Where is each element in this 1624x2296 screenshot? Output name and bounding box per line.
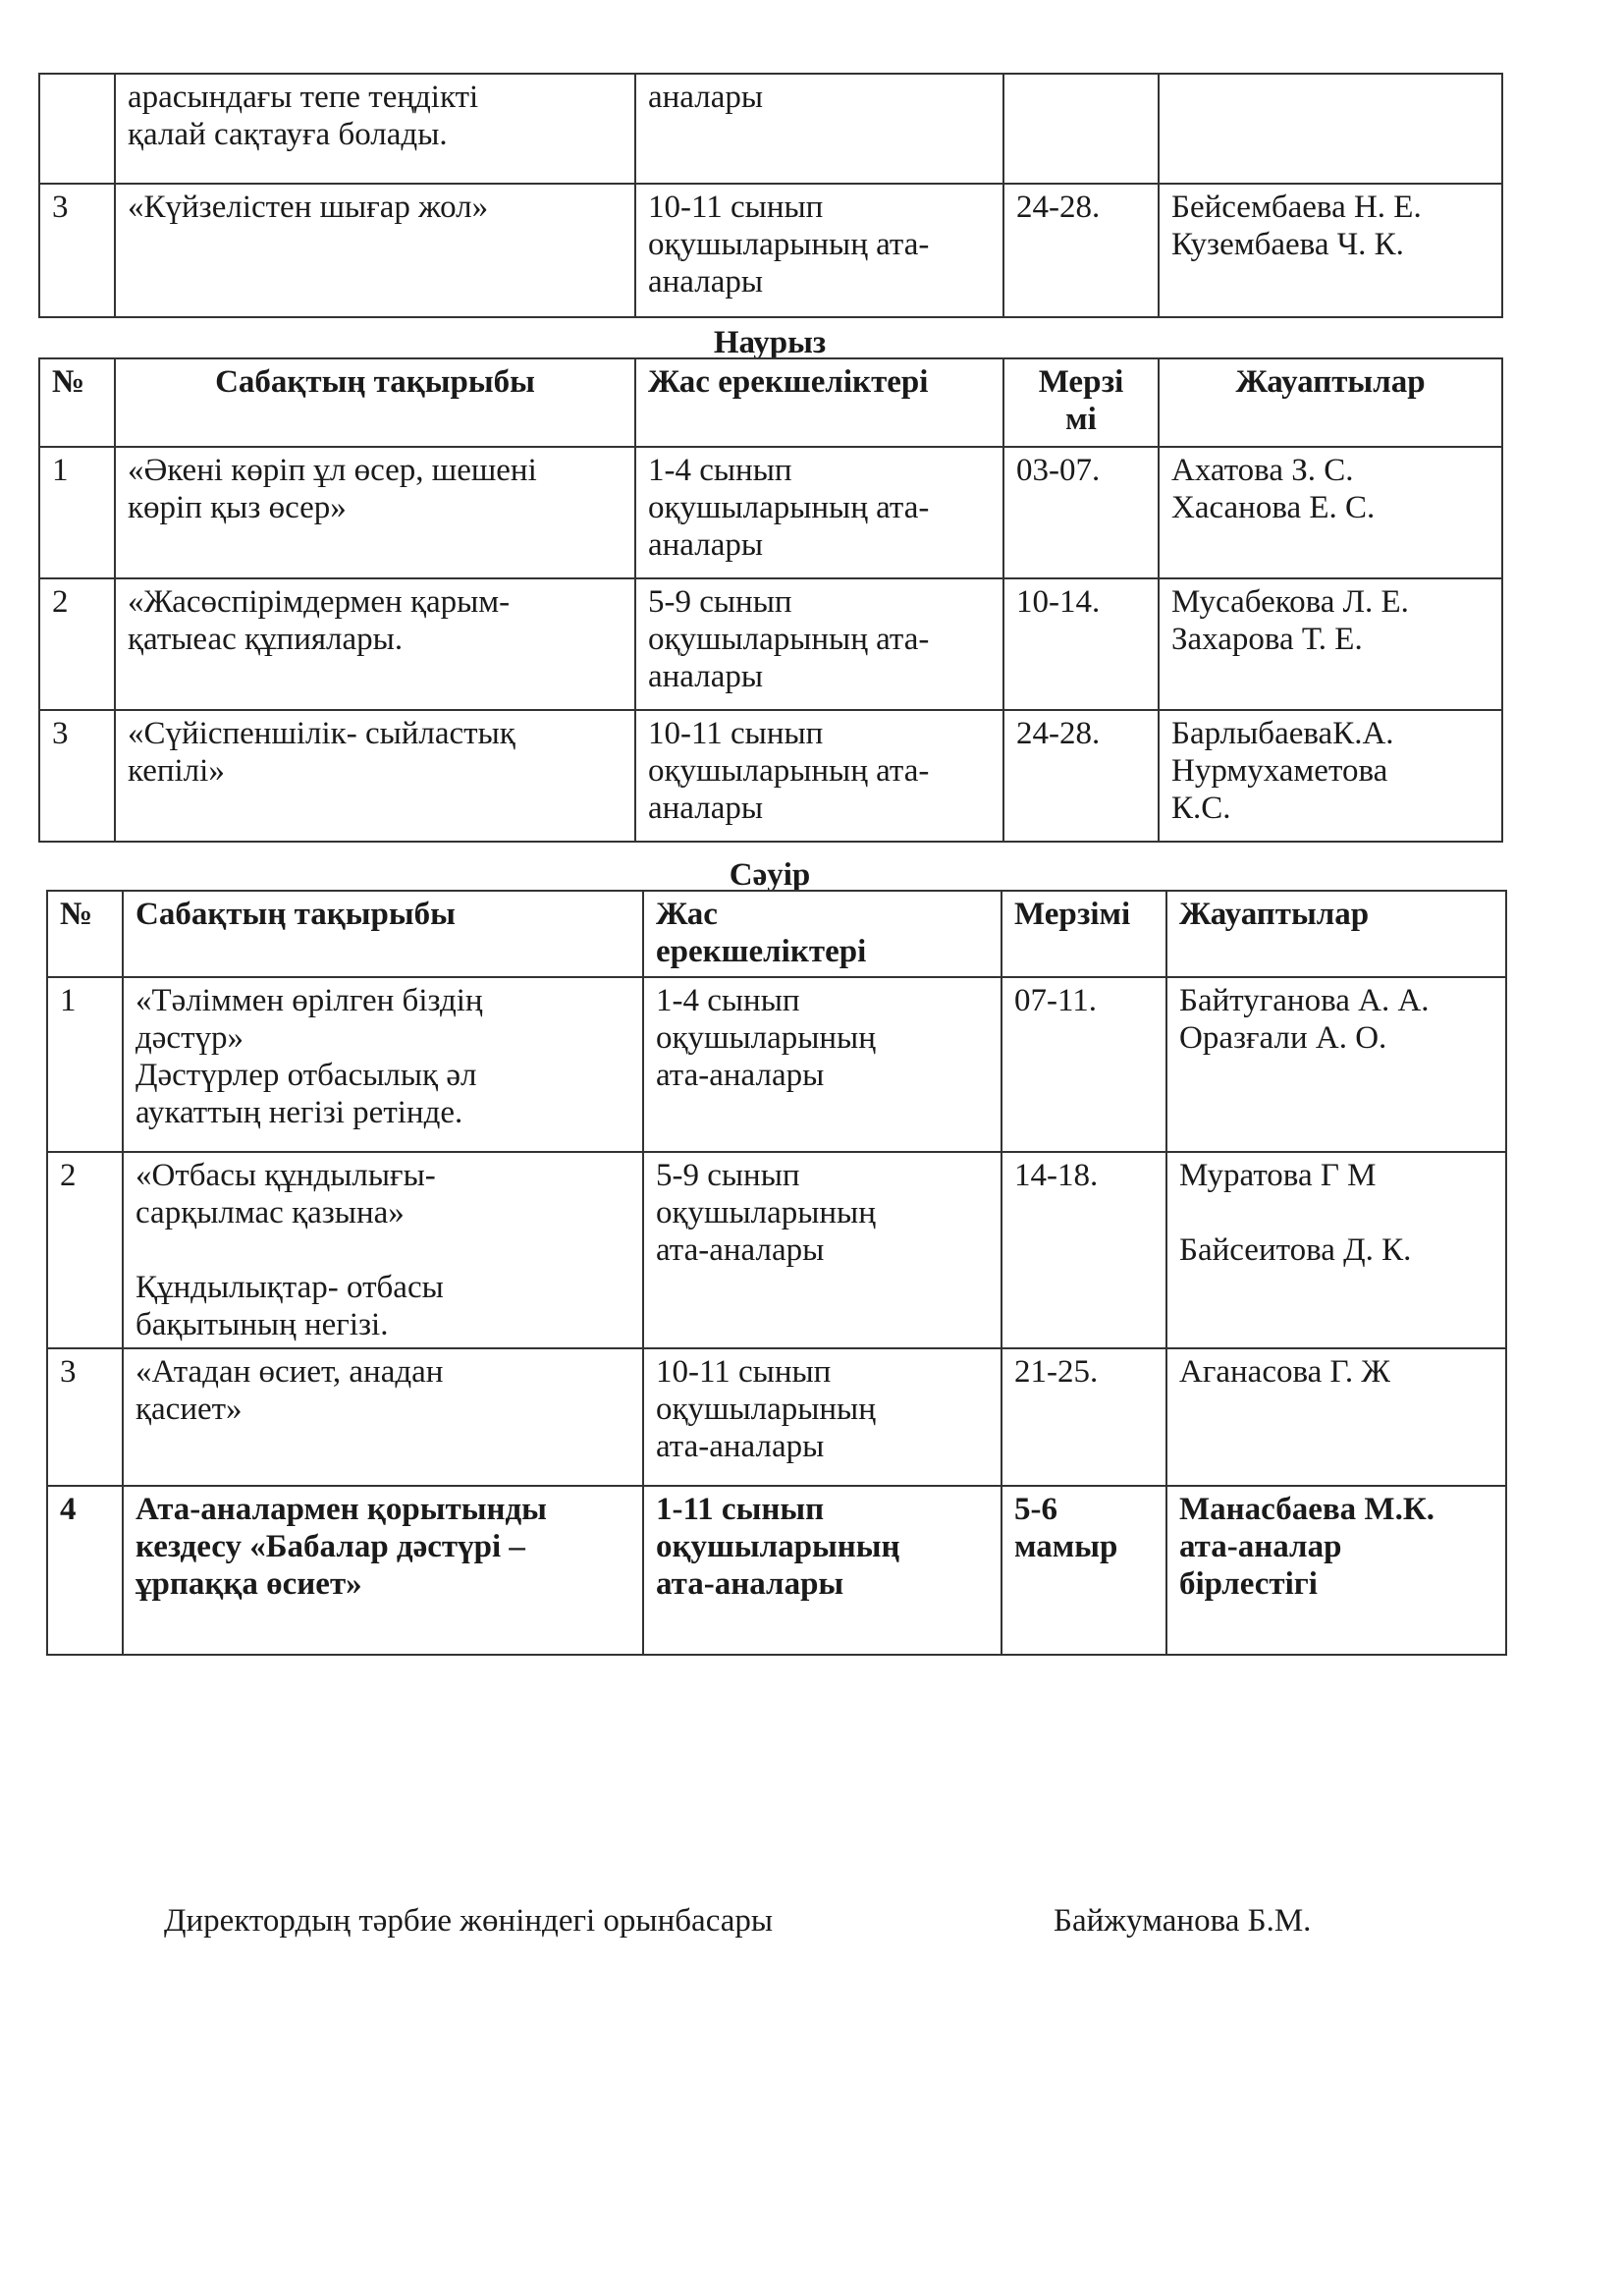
cell-date: 10-14. (1003, 578, 1159, 710)
cell-age: 10-11 сынып оқушыларының ата- аналары (635, 710, 1003, 842)
month-title-april: Сәуір (729, 857, 811, 893)
cell-num: 2 (39, 578, 115, 710)
signature-name: Байжуманова Б.М. (1054, 1903, 1312, 1939)
table-row (47, 1348, 1506, 1486)
cell-resp: БарлыбаеваК.А. Нурмухаметова К.С. (1159, 710, 1502, 842)
month-title-march: Наурыз (713, 325, 827, 360)
table-row (39, 184, 1502, 317)
cell-topic: «Атадан өсиет, анадан қасиет» (123, 1348, 643, 1486)
table-header-row (47, 891, 1506, 977)
table-march (38, 357, 1503, 843)
cell-age: 5-9 сынып оқушыларының ата-аналары (643, 1152, 1001, 1348)
cell-num: 1 (39, 447, 115, 578)
header-age: Жас ерекшеліктері (635, 358, 1003, 447)
header-resp: Жауаптылар (1159, 358, 1502, 447)
cell-resp (1159, 74, 1502, 184)
cell-num: 3 (39, 710, 115, 842)
header-date: Мерзі мі (1003, 358, 1159, 447)
cell-date (1003, 74, 1159, 184)
cell-topic: «Күйзелістен шығар жол» (115, 184, 635, 317)
cell-resp: Ахатова З. С. Хасанова Е. С. (1159, 447, 1502, 578)
cell-date: 24-28. (1003, 710, 1159, 842)
cell-age: 1-11 сынып оқушыларының ата-аналары (643, 1486, 1001, 1655)
table-continued (38, 73, 1503, 318)
cell-age: 10-11 сынып оқушыларының ата- аналары (635, 184, 1003, 317)
header-date: Мерзімі (1001, 891, 1166, 977)
table-row (47, 977, 1506, 1152)
cell-num: 2 (47, 1152, 123, 1348)
table-row (39, 74, 1502, 184)
cell-age: 1-4 сынып оқушыларының ата-аналары (643, 977, 1001, 1152)
cell-age: 1-4 сынып оқушыларының ата- аналары (635, 447, 1003, 578)
cell-topic: арасындағы тепе теңдікті қалай сақтауға болады. (115, 74, 635, 184)
cell-date: 07-11. (1001, 977, 1166, 1152)
header-num: № (39, 358, 115, 447)
cell-topic: Ата-аналармен қорытынды кездесу «Бабалар дəстүрі – ұрпаққа өсиет» (123, 1486, 643, 1655)
cell-date: 5-6 мамыр (1001, 1486, 1166, 1655)
table-row (47, 1152, 1506, 1348)
header-num: № (47, 891, 123, 977)
signature-position: Директордың тəрбие жөніндегі орынбасары (164, 1903, 774, 1939)
header-topic: Сабақтың тақырыбы (115, 358, 635, 447)
table-row (39, 578, 1502, 710)
cell-resp: Байтуганова А. А. Оразғали А. О. (1166, 977, 1506, 1152)
cell-topic: «Отбасы құндылығы- сарқылмас қазына» Құндылықтар- отбасы бақытының негізі. (123, 1152, 643, 1348)
table-april (46, 890, 1507, 1656)
cell-age: аналары (635, 74, 1003, 184)
table-header-row (39, 358, 1502, 447)
cell-num: 4 (47, 1486, 123, 1655)
cell-num (39, 74, 115, 184)
cell-date: 21-25. (1001, 1348, 1166, 1486)
cell-topic: «Тəліммен өрілген біздің дəстүр» Дəстүрлер отбасылық əл аукаттың негізі ретінде. (123, 977, 643, 1152)
cell-topic: «Жасөспірімдермен қарым- қатыеас құпиялары. (115, 578, 635, 710)
cell-age: 10-11 сынып оқушыларының ата-аналары (643, 1348, 1001, 1486)
cell-age: 5-9 сынып оқушыларының ата- аналары (635, 578, 1003, 710)
cell-topic: «Сүйіспеншілік- сыйластық кепілі» (115, 710, 635, 842)
cell-num: 3 (47, 1348, 123, 1486)
cell-resp: Мусабекова Л. Е. Захарова Т. Е. (1159, 578, 1502, 710)
cell-resp: Аганасова Г. Ж (1166, 1348, 1506, 1486)
cell-topic: «Әкені көріп ұл өсер, шешені көріп қыз өсер» (115, 447, 635, 578)
header-topic: Сабақтың тақырыбы (123, 891, 643, 977)
cell-resp: Манасбаева М.К. ата-аналар бірлестігі (1166, 1486, 1506, 1655)
cell-num: 1 (47, 977, 123, 1152)
header-resp: Жауаптылар (1166, 891, 1506, 977)
table-row (39, 710, 1502, 842)
table-row (47, 1486, 1506, 1655)
cell-date: 14-18. (1001, 1152, 1166, 1348)
cell-date: 03-07. (1003, 447, 1159, 578)
cell-date: 24-28. (1003, 184, 1159, 317)
cell-num: 3 (39, 184, 115, 317)
cell-resp: Бейсембаева Н. Е. Кузембаева Ч. К. (1159, 184, 1502, 317)
cell-resp: Муратова Г М Байсеитова Д. К. (1166, 1152, 1506, 1348)
table-row (39, 447, 1502, 578)
header-age: Жас ерекшеліктері (643, 891, 1001, 977)
